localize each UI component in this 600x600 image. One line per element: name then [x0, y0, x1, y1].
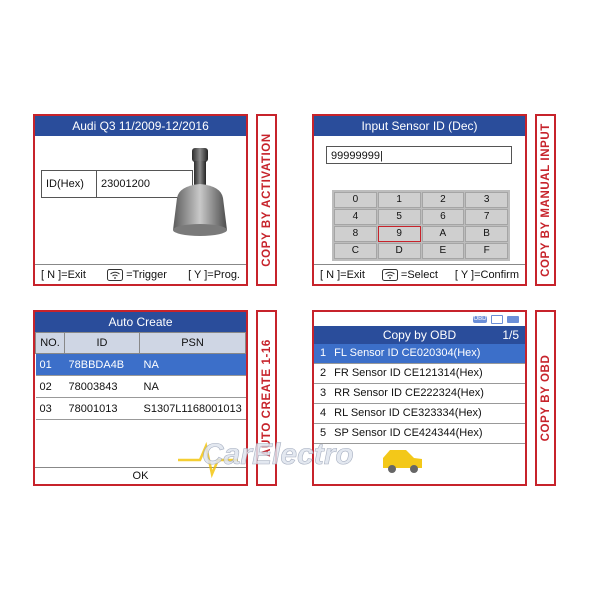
device-icon [491, 315, 503, 324]
column-psn: PSN [140, 333, 246, 354]
item-number: 5 [320, 427, 327, 439]
auto-create-label [256, 310, 277, 486]
side-label-text: COPY BY ACTIVATION [260, 133, 273, 267]
item-label: RR Sensor ID CE222324(Hex) [334, 387, 484, 399]
screen-title: Audi Q3 11/2009-12/2016 [35, 116, 246, 136]
confirm-hint: [ Y ]=Confirm [454, 268, 519, 281]
row-no: 01 [36, 354, 65, 376]
item-number: 2 [320, 367, 327, 379]
battery-icon [507, 316, 519, 323]
key-a[interactable]: A [422, 226, 465, 242]
item-number: 4 [320, 407, 327, 419]
key-6[interactable]: 6 [422, 209, 465, 225]
item-label: SP Sensor ID CE424344(Hex) [334, 427, 483, 439]
side-label-text: COPY BY MANUAL INPUT [539, 123, 552, 277]
key-d[interactable]: D [378, 243, 421, 259]
key-0[interactable]: 0 [334, 192, 377, 208]
list-item-selected[interactable] [314, 344, 525, 364]
wireless-trigger-icon [107, 269, 123, 281]
wireless-select-icon [382, 269, 398, 281]
column-no: NO. [36, 333, 65, 354]
button-hint-bar [35, 264, 246, 284]
screen-title: Copy by OBD [382, 328, 457, 342]
table-header [36, 333, 246, 354]
table-row[interactable] [36, 398, 246, 420]
watermark-text: CarElectro [202, 438, 354, 471]
side-label-text: COPY BY OBD [539, 354, 552, 442]
sensor-table [35, 332, 246, 420]
row-psn: S1307L1168001013 [140, 398, 246, 420]
row-id: 78003843 [65, 376, 140, 398]
row-id: 78BBDA4B [65, 354, 140, 376]
item-label: FR Sensor ID CE121314(Hex) [334, 367, 483, 379]
button-hint-bar [314, 264, 525, 284]
trigger-hint-label: =Trigger [126, 268, 167, 281]
table-row-selected[interactable] [36, 354, 246, 376]
row-id: 78001013 [65, 398, 140, 420]
auto-create-screen [33, 310, 248, 486]
tpms-sensor-icon [159, 146, 241, 246]
row-no: 02 [36, 376, 65, 398]
key-e[interactable]: E [422, 243, 465, 259]
key-c[interactable]: C [334, 243, 377, 259]
screen-title-bar [314, 326, 525, 344]
item-label: FL Sensor ID CE020304(Hex) [334, 347, 481, 359]
page-indicator: 1/5 [502, 328, 519, 342]
key-5[interactable]: 5 [378, 209, 421, 225]
trigger-hint [107, 269, 167, 281]
row-no: 03 [36, 398, 65, 420]
item-label: RL Sensor ID CE323334(Hex) [334, 407, 482, 419]
item-number: 3 [320, 387, 327, 399]
key-2[interactable]: 2 [422, 192, 465, 208]
hex-keypad [332, 190, 510, 261]
key-4[interactable]: 4 [334, 209, 377, 225]
screen-title: Input Sensor ID (Dec) [314, 116, 525, 136]
exit-hint: [ N ]=Exit [320, 268, 365, 281]
key-b[interactable]: B [465, 226, 508, 242]
screen-title: Auto Create [35, 312, 246, 332]
side-label-text: AUTO CREATE 1-16 [260, 339, 273, 457]
key-f[interactable]: F [465, 243, 508, 259]
key-7[interactable]: 7 [465, 209, 508, 225]
obd-sensor-list [314, 344, 525, 444]
key-8[interactable]: 8 [334, 226, 377, 242]
prog-hint: [ Y ]=Prog. [188, 268, 240, 281]
select-hint [382, 269, 438, 281]
activation-screen [33, 114, 248, 286]
column-id: ID [65, 333, 140, 354]
ok-button[interactable]: OK [35, 467, 246, 484]
list-item[interactable] [314, 364, 525, 384]
key-1[interactable]: 1 [378, 192, 421, 208]
exit-hint: [ N ]=Exit [41, 268, 86, 281]
id-value: 23001200 [101, 178, 150, 190]
row-psn: NA [140, 354, 246, 376]
table-row[interactable] [36, 376, 246, 398]
copy-by-manual-input-label [535, 114, 556, 286]
key-3[interactable]: 3 [465, 192, 508, 208]
status-bar [314, 312, 525, 326]
row-psn: NA [140, 376, 246, 398]
copy-by-obd-screen [312, 310, 527, 486]
list-item[interactable] [314, 404, 525, 424]
list-item[interactable] [314, 384, 525, 404]
obd-status-icon: OBD [473, 315, 487, 322]
sensor-id-input[interactable]: 99999999| [326, 146, 512, 164]
key-9-selected[interactable]: 9 [378, 226, 421, 242]
manual-input-screen [312, 114, 527, 286]
select-hint-label: =Select [400, 268, 438, 281]
id-label: ID(Hex) [42, 171, 97, 197]
item-number: 1 [320, 347, 327, 359]
copy-by-activation-label [256, 114, 277, 286]
list-item[interactable] [314, 424, 525, 444]
copy-by-obd-label [535, 310, 556, 486]
